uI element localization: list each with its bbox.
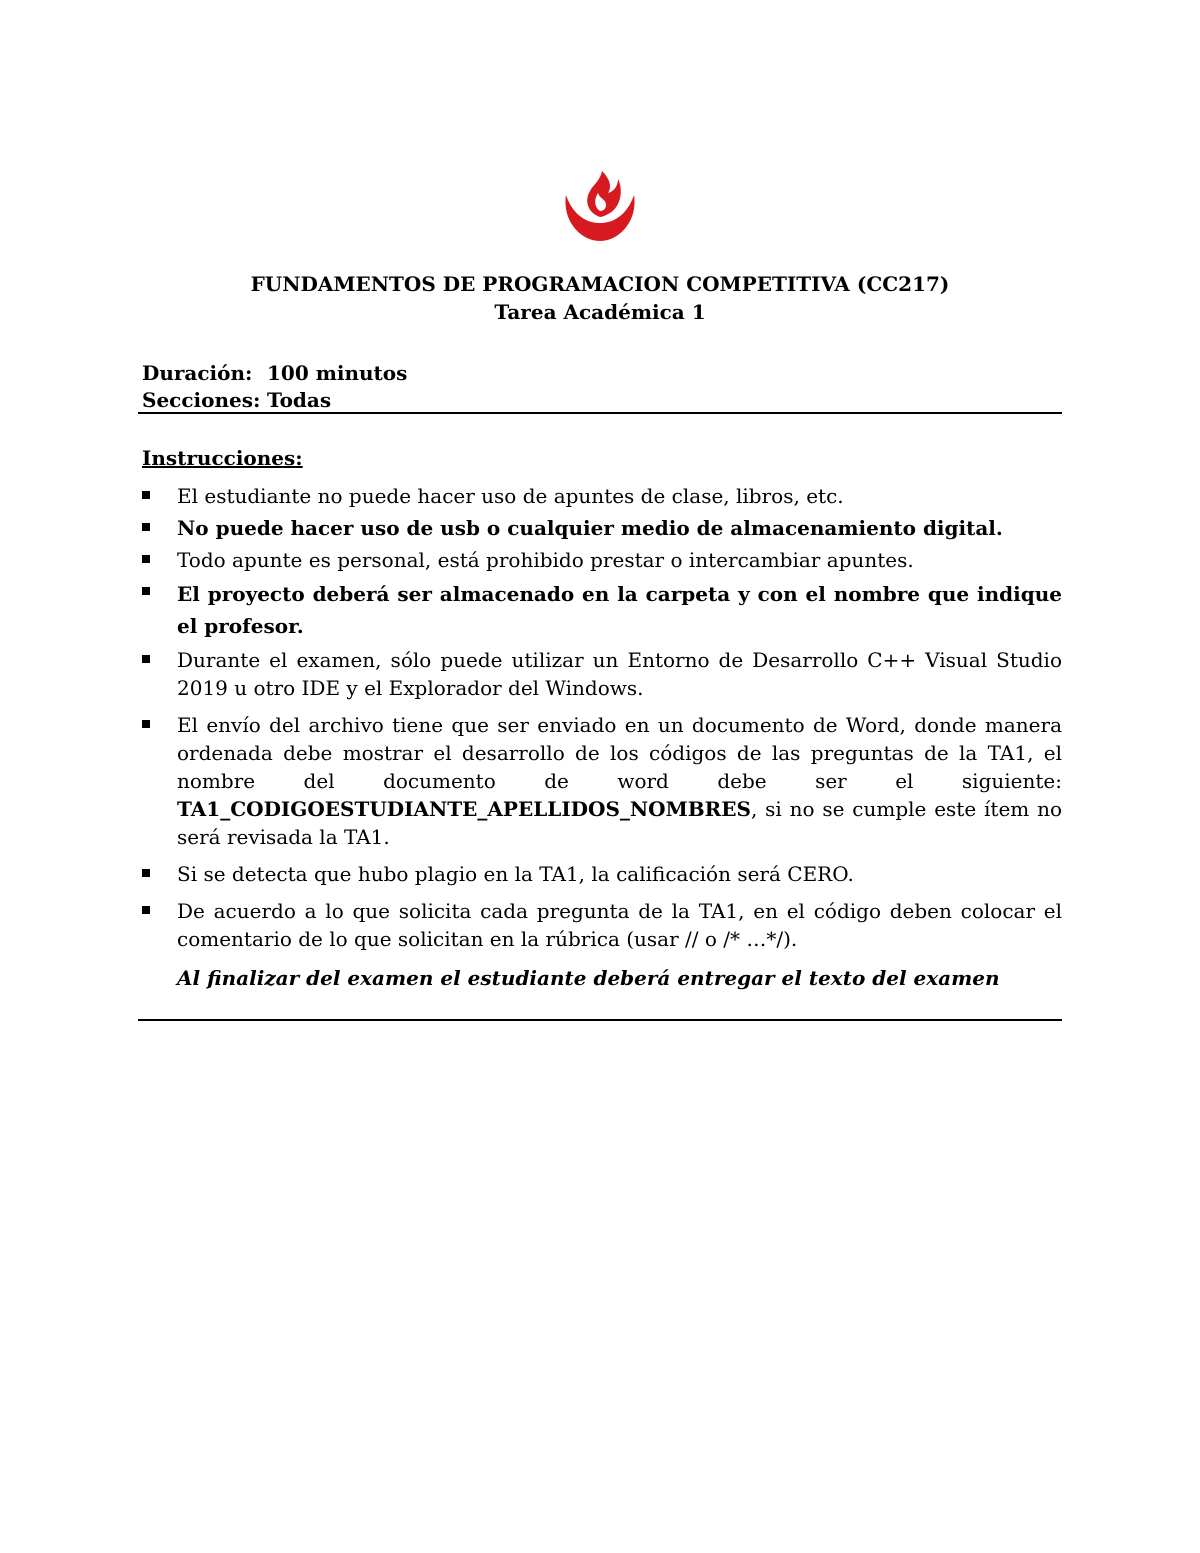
- list-item-text-before: El envío del archivo tiene que ser enviado en un documento de Word, donde manera ordenada debe mostrar el desarrollo de los códigos de las preguntas de la TA1, el nombre del documento de word debe ser el siguiente:: [177, 713, 1062, 793]
- document-name-format: TA1_CODIGOESTUDIANTE_APELLIDOS_NOMBRES: [177, 797, 751, 821]
- duration-label: Duración:: [142, 361, 253, 385]
- sections-value: Todas: [267, 388, 332, 412]
- list-item: [142, 711, 1062, 851]
- list-item-text: De acuerdo a lo que solicita cada pregunta de la TA1, en el código deben colocar el comentario de lo que solicitan en la rúbrica (usar // o /* …*/).: [177, 899, 1062, 951]
- square-bullet-icon: [142, 869, 150, 877]
- bottom-divider: [138, 1019, 1062, 1021]
- list-item: [142, 578, 1062, 642]
- square-bullet-icon: [142, 523, 150, 531]
- assignment-subtitle: Tarea Académica 1: [494, 300, 706, 324]
- list-item: [142, 897, 1062, 953]
- top-divider: [138, 412, 1062, 414]
- document-header: [0, 270, 1200, 326]
- square-bullet-icon: [142, 491, 150, 499]
- sections-row: [142, 387, 407, 414]
- list-item-text: El proyecto deberá ser almacenado en la carpeta y con el nombre que indique el profesor.: [177, 582, 1062, 638]
- square-bullet-icon: [142, 720, 150, 728]
- closing-note: Al finalizar del examen el estudiante deberá entregar el texto del examen: [177, 966, 1000, 990]
- instructions-list: [142, 482, 1062, 953]
- list-item-text: El estudiante no puede hacer uso de apuntes de clase, libros, etc.: [177, 484, 844, 508]
- list-item: [142, 514, 1062, 542]
- list-item-text-after: , si no se cumple este ítem no será revisada la TA1.: [177, 797, 1062, 849]
- square-bullet-icon: [142, 906, 150, 914]
- list-item: [142, 546, 1062, 574]
- duration-row: [142, 360, 407, 387]
- duration-value: 100 minutos: [267, 361, 408, 385]
- square-bullet-icon: [142, 655, 150, 663]
- sections-label: Secciones:: [142, 388, 261, 412]
- square-bullet-icon: [142, 555, 150, 563]
- list-item-text: Si se detecta que hubo plagio en la TA1, la calificación será CERO.: [177, 862, 854, 886]
- list-item: [142, 860, 1062, 888]
- list-item-text: Durante el examen, sólo puede utilizar un Entorno de Desarrollo C++ Visual Studio 2019 u otro IDE y el Explorador del Windows.: [177, 648, 1062, 700]
- instructions-heading: Instrucciones:: [142, 446, 303, 470]
- course-title: FUNDAMENTOS DE PROGRAMACION COMPETITIVA (CC217): [250, 272, 950, 296]
- list-item-text: No puede hacer uso de usb o cualquier medio de almacenamiento digital.: [177, 516, 1003, 540]
- exam-meta: [142, 360, 407, 414]
- upc-flame-logo: [560, 165, 640, 245]
- list-item-text: Todo apunte es personal, está prohibido prestar o intercambiar apuntes.: [177, 548, 914, 572]
- list-item: [142, 646, 1062, 702]
- list-item: [142, 482, 1062, 510]
- square-bullet-icon: [142, 587, 150, 595]
